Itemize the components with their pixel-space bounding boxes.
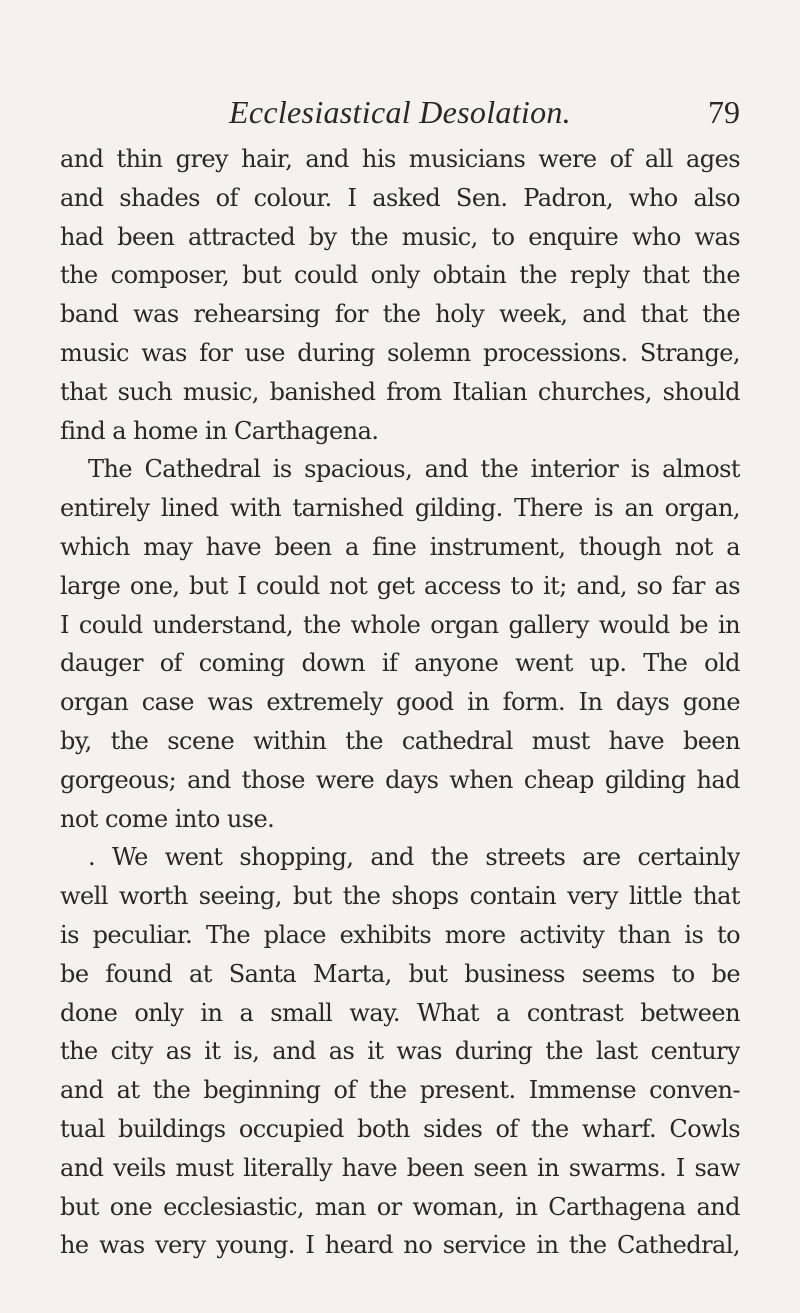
text-line: and at the beginning of the present. Immense conven-: [60, 1076, 740, 1105]
text-line: dauger of coming down if anyone went up. The old: [60, 649, 740, 678]
text-line: the city as it is, and as it was during the last century: [60, 1037, 740, 1066]
text-line: find a home in Carthagena.: [60, 416, 379, 445]
text-line: gorgeous; and those were days when cheap gilding had: [60, 765, 740, 794]
body-text: [60, 140, 740, 1265]
running-head: [60, 92, 740, 132]
text-line: . We went shopping, and the streets are certainly: [88, 843, 740, 872]
text-line: tual buildings occupied both sides of the wharf. Cowls: [60, 1114, 740, 1143]
text-line: not come into use.: [60, 804, 275, 833]
text-line: the composer, but could only obtain the reply that the: [60, 261, 740, 290]
text-line: by, the scene within the cathedral must have been: [60, 726, 740, 755]
text-line: that such music, banished from Italian churches, should: [60, 377, 740, 406]
text-line: well worth seeing, but the shops contain very little that: [60, 882, 740, 911]
text-line: he was very young. I heard no service in the Cathedral,: [60, 1231, 740, 1260]
page-number: 79: [708, 94, 740, 130]
text-line: and shades of colour. I asked Sen. Padron, who also: [60, 183, 740, 212]
text-line: and veils must literally have been seen in swarms. I saw: [60, 1153, 740, 1182]
text-line: done only in a small way. What a contrast between: [60, 998, 740, 1027]
text-line: band was rehearsing for the holy week, and that the: [60, 300, 740, 329]
text-line: but one ecclesiastic, man or woman, in Carthagena and: [60, 1192, 740, 1221]
text-line: entirely lined with tarnished gilding. There is an organ,: [60, 494, 740, 523]
text-line: which may have been a fine instrument, though not a: [60, 532, 740, 561]
text-line: and thin grey hair, and his musicians were of all ages: [60, 145, 740, 173]
running-title: Ecclesiastical Desolation.: [229, 94, 571, 130]
text-line: organ case was extremely good in form. In days gone: [60, 688, 740, 717]
text-line: had been attracted by the music, to enquire who was: [60, 222, 740, 251]
text-line: is peculiar. The place exhibits more activity than is to: [60, 920, 740, 949]
text-line: large one, but I could not get access to it; and, so far as: [60, 571, 740, 600]
text-line: I could understand, the whole organ gallery would be in: [60, 610, 740, 639]
text-line: The Cathedral is spacious, and the interior is almost: [88, 455, 740, 484]
text-line: music was for use during solemn processions. Strange,: [60, 338, 740, 367]
text-line: be found at Santa Marta, but business seems to be: [60, 959, 740, 988]
